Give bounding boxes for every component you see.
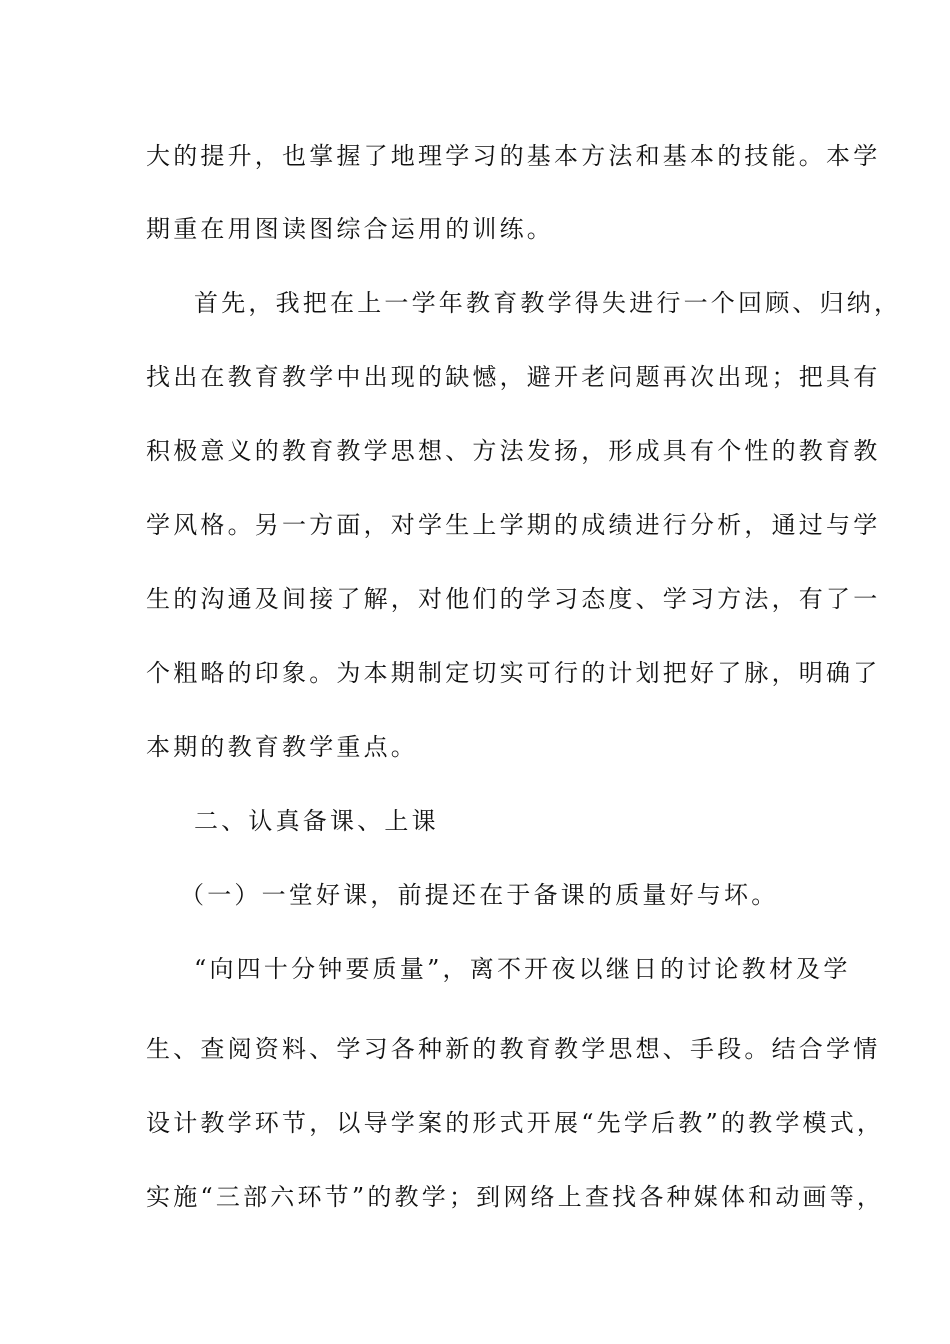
text-line: 生、查阅资料、学习各种新的教育教学思想、手段。结合学情: [146, 1035, 881, 1063]
subsection-heading: （一）一堂好课，前提还在于备课的质量好与坏。: [180, 881, 779, 909]
text-line: 生的沟通及间接了解，对他们的学习态度、学习方法，有了一: [146, 585, 881, 613]
text-line: 找出在教育教学中出现的缺憾，避开老问题再次出现；把具有: [146, 363, 881, 391]
text-line: 设计教学环节，以导学案的形式开展“先学后教”的教学模式，: [146, 1109, 885, 1137]
text-line: 本期的教育教学重点。: [146, 733, 418, 761]
text-line: 大的提升，也掌握了地理学习的基本方法和基本的技能。本学: [146, 142, 881, 170]
paragraph-line: 首先，我把在上一学年教育教学得失进行一个回顾、归纳，: [194, 289, 902, 317]
section-heading: 二、认真备课、上课: [194, 807, 439, 835]
text-line: 积极意义的教育教学思想、方法发扬，形成具有个性的教育教: [146, 437, 881, 465]
paragraph-line: “向四十分钟要质量”，离不开夜以继日的讨论教材及学: [194, 955, 851, 983]
text-line: 期重在用图读图综合运用的训练。: [146, 215, 554, 243]
text-line: 学风格。另一方面，对学生上学期的成绩进行分析，通过与学: [146, 511, 881, 539]
text-line: 个粗略的印象。为本期制定切实可行的计划把好了脉，明确了: [146, 659, 881, 687]
text-line: 实施“三部六环节”的教学；到网络上查找各种媒体和动画等，: [146, 1183, 885, 1211]
